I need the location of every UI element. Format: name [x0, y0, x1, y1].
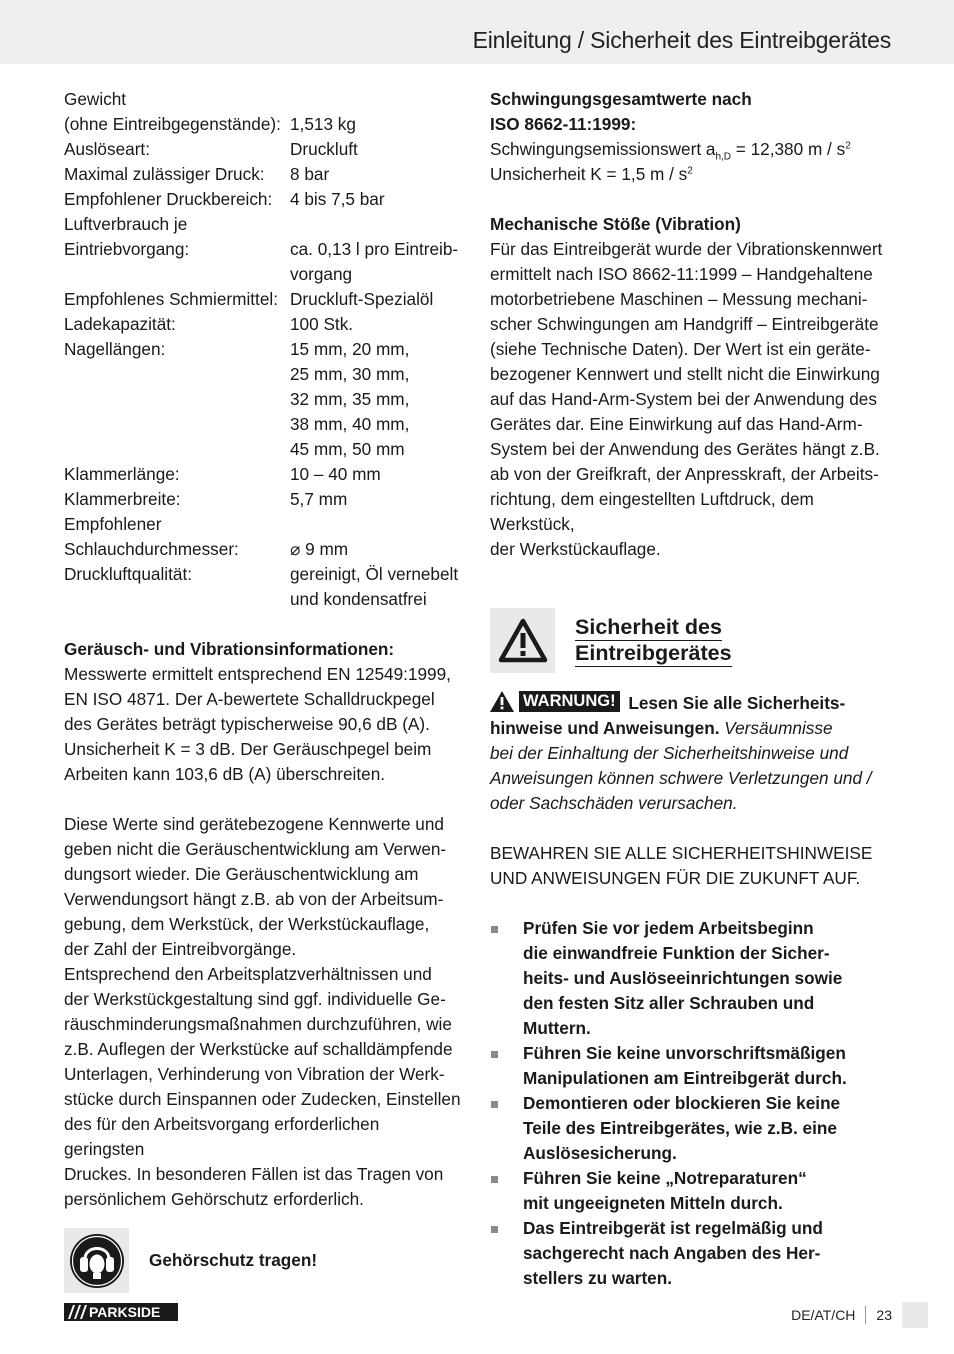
list-item — [490, 1166, 890, 1216]
spec-value: 45 mm, 50 mm — [290, 439, 405, 459]
svg-text:PARKSIDE: PARKSIDE — [89, 1304, 161, 1320]
warning-paragraph: WARNUNG! Lesen Sie alle Sicherheits- hinweise und Anweisungen. Versäumnisse — [490, 692, 846, 738]
list-item — [490, 1216, 890, 1291]
spec-label: (ohne Eintreibgegenstände): — [64, 114, 281, 134]
text-line: System bei der Anwendung des Gerätes hängt z.B. — [490, 439, 880, 459]
footer-tab — [902, 1302, 928, 1328]
spec-label: Nagellängen: — [64, 339, 166, 359]
text-line: der Werkstückauflage. — [490, 539, 661, 559]
spec-row — [64, 387, 464, 412]
spec-label: Auslöseart: — [64, 139, 150, 159]
text-line: scher Schwingungen am Handgriff – Eintreibgeräte — [490, 314, 879, 334]
bullet-square-icon — [491, 926, 498, 933]
spec-label — [64, 412, 290, 437]
parkside-logo — [64, 1303, 178, 1326]
safety-section-header — [490, 608, 890, 673]
ear-protection-icon — [64, 1228, 129, 1293]
spec-value: 38 mm, 40 mm, — [290, 414, 410, 434]
spec-row — [64, 237, 464, 262]
spec-row — [64, 337, 464, 362]
spec-value: 10 – 40 mm — [290, 464, 381, 484]
footer-locale: DE/AT/CH — [791, 1307, 856, 1323]
spec-label — [64, 262, 290, 287]
ear-protection-label: Gehörschutz tragen! — [149, 1250, 318, 1270]
safety-bullet-list — [490, 916, 890, 1291]
spec-label — [64, 587, 290, 612]
text-line: geben nicht die Geräuschentwicklung am Verwen- — [64, 839, 447, 859]
text-line: UND ANWEISUNGEN FÜR DIE ZUKUNFT AUF. — [490, 868, 861, 888]
text-line: Diese Werte sind gerätebezogene Kennwerte und — [64, 814, 444, 834]
spec-label: Empfohlener Druckbereich: — [64, 189, 273, 209]
spec-row — [64, 112, 464, 137]
spec-row — [64, 412, 464, 437]
text-line: Anweisungen können schwere Verletzungen und / — [490, 768, 872, 788]
spec-label: Maximal zulässiger Druck: — [64, 164, 265, 184]
text-line: (siehe Technische Daten). Der Wert ist ein geräte- — [490, 339, 871, 359]
bullet-line: Das Eintreibgerät ist regelmäßig und — [523, 1218, 823, 1238]
safety-title: Sicherheit des Eintreibgerätes — [575, 615, 732, 665]
text-line: Unterlagen, Verhinderung von Vibration der Werk- — [64, 1064, 445, 1084]
bullet-line: die einwandfreie Funktion der Sicher- — [523, 943, 830, 963]
spec-label: Ladekapazität: — [64, 314, 176, 334]
spec-label: Empfohlener — [64, 514, 162, 534]
spec-value: Druckluft-Spezialöl — [290, 289, 434, 309]
text-line: bei der Einhaltung der Sicherheitshinweise und — [490, 743, 849, 763]
text-line: ermittelt nach ISO 8662-11:1999 – Handgehaltene — [490, 264, 873, 284]
spec-row — [64, 537, 464, 562]
spec-row — [64, 162, 464, 187]
bullet-line: heits- und Auslöseeinrichtungen sowie — [523, 968, 843, 988]
spec-row — [64, 487, 464, 512]
text-line: ab von der Greifkraft, der Anpresskraft, der Arbeits- — [490, 464, 879, 484]
bullet-line: Demontieren oder blockieren Sie keine — [523, 1093, 841, 1113]
text-line: Für das Eintreibgerät wurde der Vibrationskennwert — [490, 239, 883, 259]
bullet-square-icon — [491, 1176, 498, 1183]
spec-row — [64, 262, 464, 287]
keep-instructions — [490, 841, 890, 891]
bullet-line: Auslösesicherung. — [523, 1143, 677, 1163]
bullet-square-icon — [491, 1101, 498, 1108]
text-line: richtung, dem eingestellten Luftdruck, dem Werkstück, — [490, 489, 814, 534]
text-line: dungsort wieder. Die Geräuschentwicklung am — [64, 864, 419, 884]
page-title: Einleitung / Sicherheit des Eintreibgerätes — [472, 27, 891, 53]
spec-row — [64, 187, 464, 212]
bullet-line: Muttern. — [523, 1018, 591, 1038]
spec-label: Klammerlänge: — [64, 464, 180, 484]
spec-value: ⌀ 9 mm — [290, 539, 349, 559]
spec-label — [64, 437, 290, 462]
spec-value: gereinigt, Öl vernebelt — [290, 564, 459, 584]
text-line: bezogener Kennwert und stellt nicht die Einwirkung — [490, 364, 880, 384]
spec-row — [64, 287, 464, 312]
spec-label: Schlauchdurchmesser: — [64, 539, 239, 559]
warning-italic-text — [490, 741, 890, 816]
page-header — [0, 0, 954, 64]
spec-row — [64, 137, 464, 162]
spec-value: Druckluft — [290, 139, 358, 159]
spec-label: Empfohlenes Schmiermittel: — [64, 289, 278, 309]
page-number: 23 — [865, 1306, 902, 1324]
vibration-uncertainty: Unsicherheit K = 1,5 m / $s^2$ — [490, 164, 693, 184]
left-column — [64, 87, 464, 1293]
list-item — [490, 1041, 890, 1091]
text-line: motorbetriebene Maschinen – Messung mechani- — [490, 289, 868, 309]
bullet-line: mit ungeeigneten Mitteln durch. — [523, 1193, 783, 1213]
warning-badge: WARNUNG! — [519, 691, 620, 712]
vibration-heading-2: ISO 8662-11:1999: — [490, 114, 637, 134]
spec-label — [64, 387, 290, 412]
text-line: des Gerätes beträgt typischerweise 90,6 dB (A). — [64, 714, 430, 734]
page-footer — [791, 1302, 928, 1328]
text-line: gebung, dem Werkstück, der Werkstückauflage, — [64, 914, 430, 934]
warning-triangle-icon — [490, 608, 555, 673]
text-line: Gerätes dar. Eine Einwirkung auf das Hand-Arm- — [490, 414, 863, 434]
spec-row — [64, 462, 464, 487]
text-line: Druckes. In besonderen Fällen ist das Tragen von — [64, 1164, 444, 1184]
bullet-line: Führen Sie keine „Notreparaturen“ — [523, 1168, 807, 1188]
spec-value — [290, 512, 464, 537]
spec-value: 32 mm, 35 mm, — [290, 389, 410, 409]
bullet-line: Prüfen Sie vor jedem Arbeitsbeginn — [523, 918, 814, 938]
text-line: Verwendungsort hängt z.B. ab von der Arbeitsum- — [64, 889, 444, 909]
text-line: der Werkstückgestaltung sind ggf. individuelle Ge- — [64, 989, 446, 1009]
bullet-square-icon — [491, 1051, 498, 1058]
spec-value — [290, 212, 464, 237]
spec-row — [64, 437, 464, 462]
spec-row — [64, 587, 464, 612]
noise-heading: Geräusch- und Vibrationsinformationen: — [64, 639, 395, 659]
vibration-emission: Schwingungsemissionswert $a_{h,D} = 12,380$ m / $s^2$ — [490, 139, 851, 163]
bullet-line: Führen Sie keine unvorschriftsmäßigen — [523, 1043, 846, 1063]
text-line: des für den Arbeitsvorgang erforderlichen geringsten — [64, 1114, 380, 1159]
spec-value: vorgang — [290, 264, 353, 284]
spec-label: Gewicht — [64, 89, 127, 109]
spec-label: Klammerbreite: — [64, 489, 181, 509]
list-item — [490, 916, 890, 1041]
ear-protection-notice — [64, 1228, 464, 1293]
mechanical-heading: Mechanische Stöße (Vibration) — [490, 214, 741, 234]
bullet-line: stellers zu warten. — [523, 1268, 673, 1288]
bullet-line: sachgerecht nach Angaben des Her- — [523, 1243, 821, 1263]
text-line: persönlichem Gehörschutz erforderlich. — [64, 1189, 364, 1209]
spec-value: 8 bar — [290, 164, 330, 184]
spec-label: Druckluftqualität: — [64, 564, 193, 584]
spec-value: 15 mm, 20 mm, — [290, 339, 410, 359]
bullet-line: den festen Sitz aller Schrauben und — [523, 993, 815, 1013]
list-item — [490, 1091, 890, 1166]
text-line: stücke durch Einspannen oder Zudecken, Einstellen — [64, 1089, 461, 1109]
text-line: Unsicherheit K = 3 dB. Der Geräuschpegel beim — [64, 739, 432, 759]
noise-text — [64, 662, 464, 787]
text-line: auf das Hand-Arm-System bei der Anwendung des — [490, 389, 877, 409]
bullet-line: Teile des Eintreibgerätes, wie z.B. eine — [523, 1118, 837, 1138]
bullet-line: Manipulationen am Eintreibgerät durch. — [523, 1068, 847, 1088]
text-line: oder Sachschäden verursachen. — [490, 793, 738, 813]
warning-small-icon — [490, 691, 514, 712]
text-line: Messwerte ermittelt entsprechend EN 12549:1999, — [64, 664, 451, 684]
noise-paragraph — [64, 812, 464, 1212]
spec-row — [64, 212, 464, 237]
spec-label — [64, 362, 290, 387]
spec-row — [64, 362, 464, 387]
spec-list — [64, 87, 464, 612]
spec-value — [290, 87, 464, 112]
bullet-square-icon — [491, 1226, 498, 1233]
text-line: z.B. Auflegen der Werkstücke auf schalldämpfende — [64, 1039, 453, 1059]
text-line: räuschminderungsmaßnahmen durchzuführen, wie — [64, 1014, 452, 1034]
spec-value: 25 mm, 30 mm, — [290, 364, 410, 384]
mechanical-text — [490, 237, 890, 562]
spec-row — [64, 312, 464, 337]
right-column — [490, 87, 890, 1291]
spec-value: 5,7 mm — [290, 489, 348, 509]
spec-label: Eintriebvorgang: — [64, 239, 190, 259]
spec-row — [64, 562, 464, 587]
vibration-heading-1: Schwingungsgesamtwerte nach — [490, 89, 752, 109]
spec-row — [64, 87, 464, 112]
spec-value: 4 bis 7,5 bar — [290, 189, 385, 209]
text-line: Entsprechend den Arbeitsplatzverhältnissen und — [64, 964, 432, 984]
spec-value: ca. 0,13 l pro Eintreib- — [290, 239, 459, 259]
text-line: der Zahl der Eintreibvorgänge. — [64, 939, 297, 959]
spec-value: 1,513 kg — [290, 114, 356, 134]
text-line: EN ISO 4871. Der A-bewertete Schalldruckpegel — [64, 689, 435, 709]
text-line: Arbeiten kann 103,6 dB (A) überschreiten. — [64, 764, 386, 784]
spec-row — [64, 512, 464, 537]
text-line: BEWAHREN SIE ALLE SICHERHEITSHINWEISE — [490, 843, 873, 863]
spec-label: Luftverbrauch je — [64, 214, 188, 234]
spec-value: 100 Stk. — [290, 314, 354, 334]
spec-value: und kondensatfrei — [290, 589, 427, 609]
